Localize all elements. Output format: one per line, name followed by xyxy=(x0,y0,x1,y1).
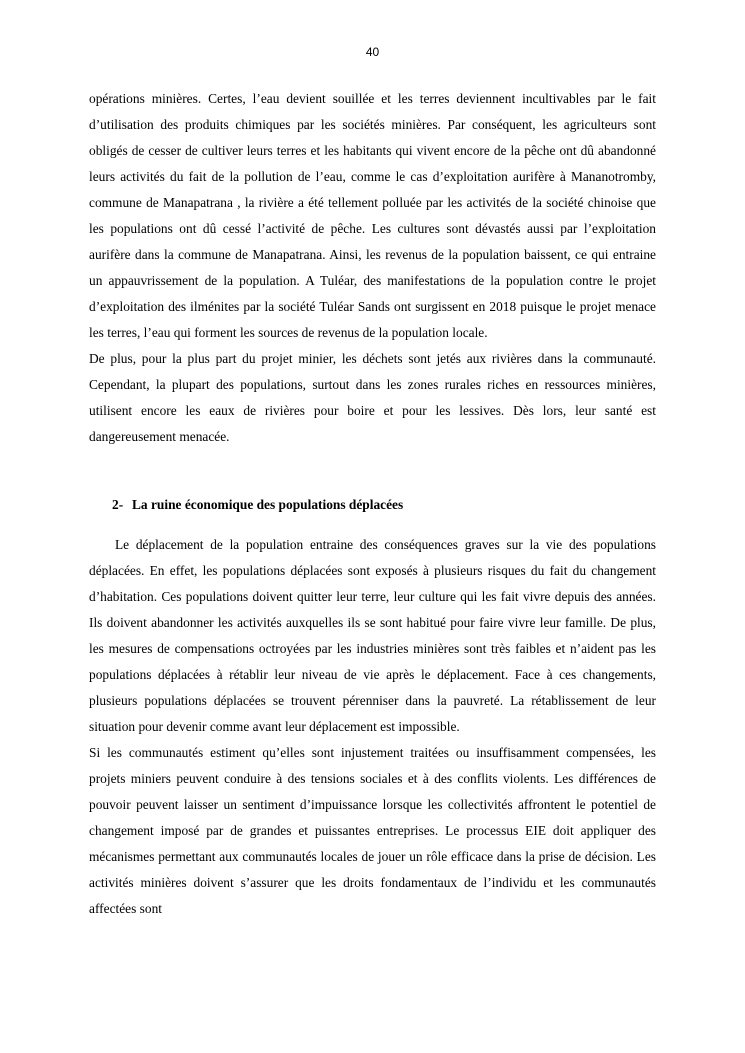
page-number: 40 xyxy=(365,45,380,59)
paragraph-waste-health: De plus, pour la plus part du projet minier, les déchets sont jetés aux rivières dans la communauté. Cependant, la plupart des populations, surtout dans les zones rurales riches en ressources minières, utilisent encore les eaux de rivières pour boire et pour les lessives. Dès lors, leur santé est dangereusement menacée. xyxy=(89,351,656,444)
section-title: La ruine économique des populations déplacées xyxy=(132,497,404,512)
paragraph-social-tensions: Si les communautés estiment qu’elles sont injustement traitées ou insuffisamment compensées, les projets miniers peuvent conduire à des tensions sociales et à des conflits violents. Les différences de pouvoir peuvent laisser un sentiment d’impuissance lorsque les collectivités affrontent le potentiel de changement imposé par de grandes et puissantes entreprises. Le processus EIE doit appliquer des mécanismes permettant aux communautés locales de jouer un rôle efficace dans la prise de décision. Les activités minières doivent s’assurer que les droits fondamentaux de l’individu et les communautés affectées sont xyxy=(89,745,656,916)
section-number: 2- xyxy=(112,497,124,512)
paragraph-displacement: Le déplacement de la population entraine des conséquences graves sur la vie des populations déplacées. En effet, les populations déplacées sont exposés à plusieurs risques du fait du changement d’habitation. Ces populations doivent quitter leur terre, leur culture qui les fait vivre depuis des années. Ils doivent abandonner les activités auxquelles ils se sont habitué pour faire vivre leur famille. De plus, les mesures de compensations octroyées par les industries minières sont très faibles et n’aident pas les populations déplacées à rétablir leur niveau de vie après le déplacement. Face à ces changements, plusieurs populations déplacées se trouvent pérenniser dans la pauvreté. La rétablissement de leur situation pour devenir comme avant leur déplacement est impossible. xyxy=(89,537,656,734)
document-body xyxy=(89,86,656,922)
section-heading xyxy=(89,492,656,518)
paragraph-mining-pollution: opérations minières. Certes, l’eau devient souillée et les terres deviennent incultivables par le fait d’utilisation des produits chimiques par les sociétés minières. Par conséquent, les agriculteurs sont obligés de cesser de cultiver leurs terres et les habitants qui vivent encore de la pêche ont dû abandonné leurs activités du fait de la pollution de l’eau, comme le cas d’exploitation aurifère à Mananotromby, commune de Manapatrana , la rivière a été tellement polluée par les activités de la société chinoise que les populations ont dû cessé l’activité de pêche. Les cultures sont dévastés aussi par l’exploitation aurifère dans la commune de Manapatrana. Ainsi, les revenus de la population baissent, ce qui entraine un appauvrissement de la population. A Tuléar, des manifestations de la population contre le projet d’exploitation des ilménites par la société Tuléar Sands ont surgissent en 2018 puisque le projet menace les terres, l’eau qui forment les sources de revenus de la population locale. xyxy=(89,91,656,340)
